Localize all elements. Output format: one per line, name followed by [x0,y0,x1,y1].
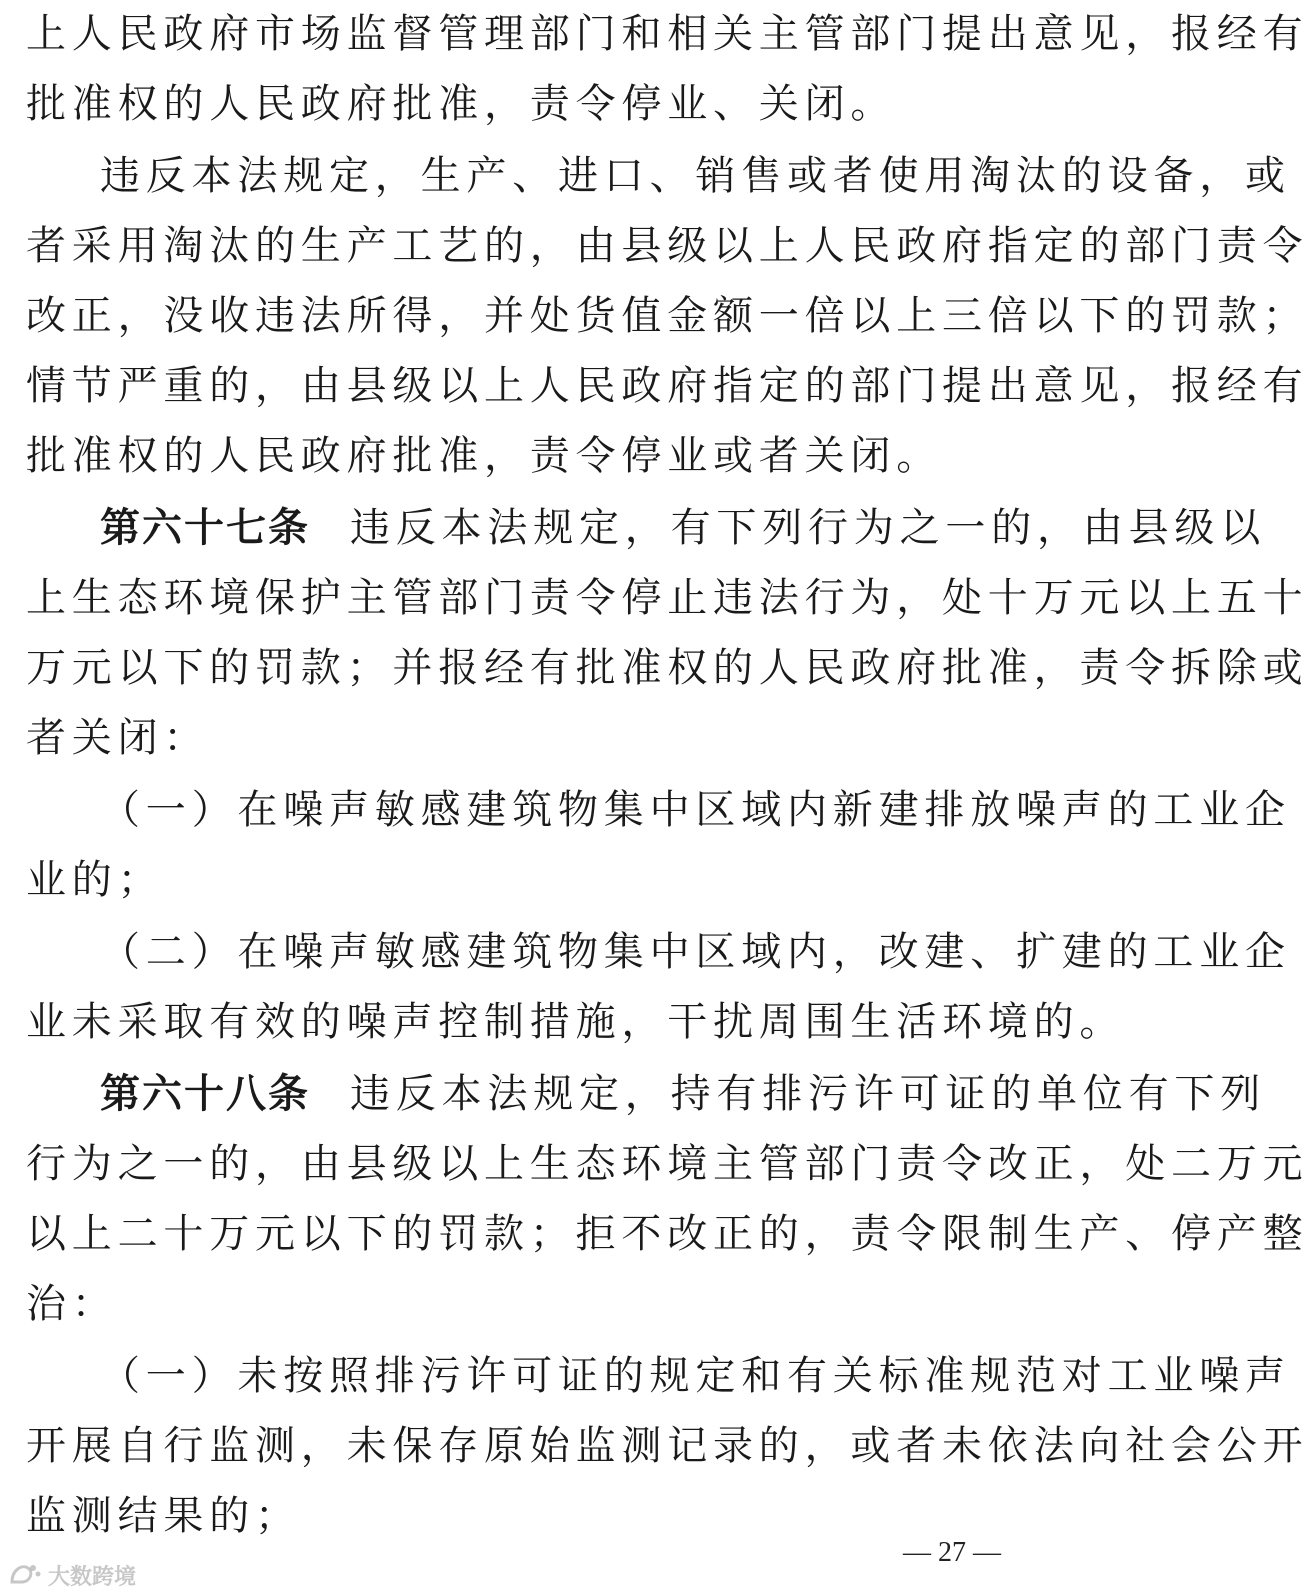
text-line: 违反本法规定，生产、进口、销售或者使用淘汰的设备，或 [100,153,1291,199]
page-number: — 27 — [903,1537,1001,1568]
text-line: 者采用淘汰的生产工艺的，由县级以上人民政府指定的部门责令 [26,223,1308,269]
text-line: 上生态环境保护主管部门责令停止违法行为，处十万元以上五十 [26,575,1308,621]
text-line: 批准权的人民政府批准，责令停业、关闭。 [26,81,897,127]
text-line: 行为之一的，由县级以上生态环境主管部门责令改正，处二万元 [26,1141,1308,1187]
text-line: 业未采取有效的噪声控制措施，干扰周围生活环境的。 [26,999,1126,1045]
brand-logo-icon [8,1560,42,1590]
text-line: 改正，没收违法所得，并处货值金额一倍以上三倍以下的罚款； [26,293,1308,339]
list-item: （一）在噪声敏感建筑物集中区域内新建排放噪声的工业企 [100,787,1291,833]
text-line: 以上二十万元以下的罚款；拒不改正的，责令限制生产、停产整 [26,1211,1308,1257]
text-line: 开展自行监测，未保存原始监测记录的，或者未依法向社会公开 [26,1423,1308,1469]
watermark [8,1558,136,1592]
list-item: （二）在噪声敏感建筑物集中区域内，改建、扩建的工业企 [100,929,1291,975]
watermark-text: 大数跨境 [48,1564,137,1590]
article-heading: 第六十七条 [100,505,310,551]
article-heading: 第六十八条 [100,1071,310,1117]
text-line: 违反本法规定，有下列行为之一的，由县级以 [350,505,1266,551]
text-line: 业的； [26,857,164,903]
text-line: 违反本法规定，持有排污许可证的单位有下列 [350,1071,1266,1117]
text-line: 万元以下的罚款；并报经有批准权的人民政府批准，责令拆除或 [26,645,1308,691]
article-68-first-line [26,1060,1266,1128]
text-line: 批准权的人民政府批准，责令停业或者关闭。 [26,433,942,479]
text-line: 情节严重的，由县级以上人民政府指定的部门提出意见，报经有 [26,363,1308,409]
list-item: （一）未按照排污许可证的规定和有关标准规范对工业噪声 [100,1353,1291,1399]
text-line: 者关闭： [26,715,210,761]
text-line: 治： [26,1281,118,1327]
text-line: 上人民政府市场监督管理部门和相关主管部门提出意见，报经有 [26,11,1308,57]
article-67-first-line [26,494,1266,562]
text-line: 监测结果的； [26,1493,301,1539]
